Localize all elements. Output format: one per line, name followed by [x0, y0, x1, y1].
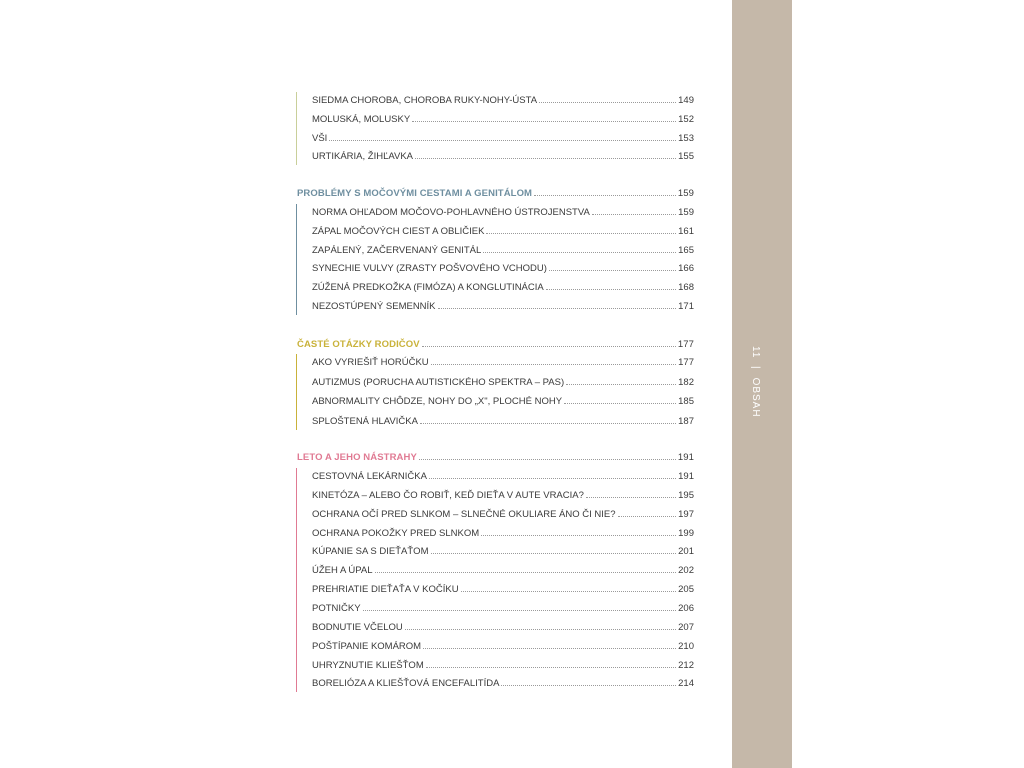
dot-leader: [419, 459, 676, 460]
dot-leader: [486, 233, 676, 234]
section-heading: PROBLÉMY S MOČOVÝMI CESTAMI A GENITÁLOM: [297, 188, 533, 199]
entry-page-number: 161: [678, 225, 694, 237]
entry-page-number: 199: [678, 527, 694, 539]
entry-title: URTIKÁRIA, ŽIHĽAVKA: [312, 151, 414, 163]
entry-title: CESTOVNÁ LEKÁRNIČKA: [312, 471, 427, 482]
entry-page-number: 195: [678, 489, 694, 501]
dot-leader: [429, 478, 676, 479]
entry-title: OCHRANA POKOŽKY PRED SLNKOM: [312, 527, 480, 539]
toc-entry[interactable]: [312, 296, 694, 312]
entry-title: ABNORMALITY CHÔDZE, NOHY DO „X", PLOCHÉ NOHY: [312, 396, 563, 407]
entry-title: OCHRANA OČÍ PRED SLNKOM – SLNEČNÉ OKULIARE ÁNO ČI NIE?: [312, 508, 616, 520]
dot-leader: [431, 553, 677, 554]
toc-entry[interactable]: [312, 636, 694, 652]
dot-leader: [405, 629, 676, 630]
entry-title: AKO VYRIEŠIŤ HORÚČKU: [312, 357, 429, 368]
entry-page-number: 210: [678, 640, 694, 652]
section-color-bar: [296, 92, 297, 165]
entry-title: UHRYZNUTIE KLIEŠŤOM: [312, 659, 424, 671]
dot-leader: [420, 423, 676, 424]
dot-leader: [412, 121, 676, 122]
dot-leader: [534, 195, 676, 196]
entry-page-number: 168: [678, 282, 694, 294]
entry-title: BODNUTIE VČELOU: [312, 621, 403, 633]
dot-leader: [483, 252, 676, 253]
entry-page-number: 165: [678, 244, 694, 256]
toc-entry[interactable]: [312, 541, 694, 557]
section-heading-page: 191: [677, 452, 694, 463]
side-separator: |: [750, 366, 761, 370]
entry-page-number: 212: [678, 659, 694, 671]
entry-title: ÚŽEH A ÚPAL: [312, 565, 373, 577]
section-color-bar: [296, 468, 297, 692]
section-heading-row[interactable]: [297, 334, 694, 350]
toc-entry[interactable]: [312, 617, 694, 633]
toc-entry[interactable]: [312, 673, 694, 689]
toc-entry[interactable]: [312, 240, 694, 256]
entry-page-number: 197: [678, 508, 694, 520]
dot-leader: [415, 158, 676, 159]
entry-title: SIEDMA CHOROBA, CHOROBA RUKY-NOHY-ÚSTA: [312, 95, 538, 106]
entry-title: POTNIČKY: [312, 602, 361, 614]
dot-leader: [431, 364, 676, 365]
section-color-bar: [296, 204, 297, 315]
dot-leader: [539, 102, 676, 103]
entry-title: NORMA OHĽADOM MOČOVO-POHLAVNÉHO ÚSTROJENSTVA: [312, 207, 590, 218]
entry-title: VŠI: [312, 132, 328, 144]
dot-leader: [423, 648, 676, 649]
entry-title: KINETÓZA – ALEBO ČO ROBIŤ, KEĎ DIEŤA V AUTE VRACIA?: [312, 489, 584, 501]
toc-entry[interactable]: [312, 411, 694, 427]
dot-leader: [375, 572, 677, 573]
dot-leader: [363, 610, 677, 611]
chapter-side-tab: [732, 0, 792, 768]
entry-title: MOLUSKÁ, MOLUSKY: [312, 113, 411, 125]
toc-entry[interactable]: [312, 485, 694, 501]
entry-page-number: 177: [678, 357, 694, 368]
toc-entry[interactable]: [312, 202, 694, 218]
entry-page-number: 185: [678, 396, 694, 407]
toc-entry[interactable]: [312, 277, 694, 293]
entry-page-number: 155: [678, 151, 694, 163]
toc-entry[interactable]: [312, 372, 694, 388]
toc-entry[interactable]: [312, 598, 694, 614]
section-heading: LETO A JEHO NÁSTRAHY: [297, 452, 417, 463]
dot-leader: [461, 591, 677, 592]
dot-leader: [329, 140, 676, 141]
dot-leader: [564, 403, 676, 404]
side-chapter-title: OBSAH: [750, 377, 761, 418]
entry-page-number: 206: [678, 602, 694, 614]
section-heading: ČASTÉ OTÁZKY RODIČOV: [297, 339, 420, 350]
entry-title: ZÚŽENÁ PREDKOŽKA (FIMÓZA) A KONGLUTINÁCIA: [312, 282, 544, 294]
toc-entry[interactable]: [312, 655, 694, 671]
dot-leader: [586, 497, 676, 498]
dot-leader: [481, 535, 676, 536]
toc-entry[interactable]: [312, 560, 694, 576]
toc-entry[interactable]: [312, 109, 694, 125]
section-color-bar: [296, 354, 297, 430]
entry-title: ZAPÁLENÝ, ZAČERVENANÝ GENITÁL: [312, 244, 482, 256]
entry-title: AUTIZMUS (PORUCHA AUTISTICKÉHO SPEKTRA – PAS): [312, 376, 565, 388]
entry-page-number: 202: [678, 565, 694, 577]
dot-leader: [566, 384, 676, 385]
entry-title: SYNECHIE VULVY (ZRASTY POŠVOVÉHO VCHODU): [312, 263, 547, 275]
dot-leader: [549, 270, 676, 271]
entry-page-number: 187: [678, 415, 694, 427]
entry-title: ZÁPAL MOČOVÝCH CIEST A OBLIČIEK: [312, 225, 485, 237]
entry-page-number: 214: [678, 678, 694, 690]
toc-entry[interactable]: [312, 579, 694, 595]
section-heading-page: 177: [677, 339, 694, 350]
side-tab-label: [747, 346, 761, 418]
toc-entry[interactable]: [312, 258, 694, 274]
toc-entry[interactable]: [312, 128, 694, 144]
entry-title: SPLOŠTENÁ HLAVIČKA: [312, 415, 418, 427]
dot-leader: [422, 346, 676, 347]
dot-leader: [618, 516, 677, 517]
toc-entry[interactable]: [312, 352, 694, 368]
dot-leader: [546, 289, 676, 290]
entry-page-number: 152: [678, 113, 694, 125]
entry-page-number: 166: [678, 263, 694, 275]
section-heading-row[interactable]: [297, 447, 694, 463]
toc-entry[interactable]: [312, 90, 694, 106]
dot-leader: [592, 214, 676, 215]
dot-leader: [438, 308, 677, 309]
dot-leader: [426, 667, 676, 668]
entry-page-number: 171: [678, 301, 694, 312]
toc-entry[interactable]: [312, 146, 694, 162]
toc-entry[interactable]: [312, 504, 694, 520]
toc-entry[interactable]: [312, 466, 694, 482]
entry-title: KÚPANIE SA S DIEŤAŤOM: [312, 546, 429, 558]
side-page-number: 11: [750, 346, 761, 359]
entry-page-number: 201: [678, 546, 694, 558]
entry-page-number: 149: [678, 95, 694, 106]
entry-page-number: 205: [678, 584, 694, 596]
entry-title: POŠTÍPANIE KOMÁROM: [312, 640, 422, 652]
dot-leader: [501, 685, 676, 686]
section-heading-row[interactable]: [297, 183, 694, 199]
entry-page-number: 159: [678, 207, 694, 218]
entry-title: PREHRIATIE DIEŤAŤA V KOČÍKU: [312, 584, 459, 596]
entry-page-number: 182: [678, 376, 694, 388]
entry-title: NEZOSTÚPENÝ SEMENNÍK: [312, 301, 436, 312]
entry-title: BORELIÓZA A KLIEŠŤOVÁ ENCEFALITÍDA: [312, 678, 500, 690]
entry-page-number: 191: [678, 471, 694, 482]
entry-page-number: 207: [678, 621, 694, 633]
section-heading-page: 159: [677, 188, 694, 199]
entry-page-number: 153: [678, 132, 694, 144]
toc-entry[interactable]: [312, 523, 694, 539]
toc-entry[interactable]: [312, 391, 694, 407]
toc-entry[interactable]: [312, 221, 694, 237]
